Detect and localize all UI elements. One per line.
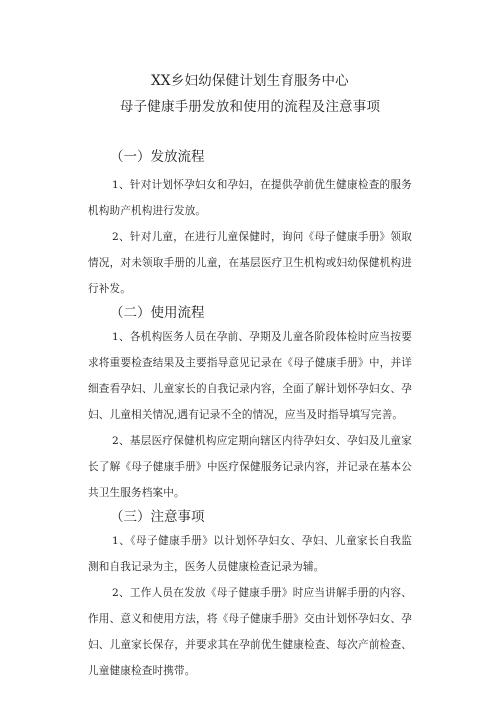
document-title-line2: 母子健康手册发放和使用的流程及注意事项 [119,99,381,115]
document-title-line1: XX乡妇幼保健计划生育服务中心 [151,73,349,89]
paragraph: 2、工作人员在发放《母子健康手册》时应当讲解手册的内容、作用、意义和使用方法，将《母子健康手册》交由计划怀孕妇女、孕妇、儿童家长保存，并要求其在孕前优生健康检查、每次产前检查、儿童健康检查时携带。 [88,587,412,677]
paragraph: 2、针对儿童，在进行儿童保健时，询问《母子健康手册》领取情况，对未领取手册的儿童，在基层医疗卫生机构或妇幼保健机构进行补发。 [88,231,412,295]
section-heading-notes: （三）注意事项 [110,509,205,525]
paragraph: 1、《母子健康手册》以计划怀孕妇女、孕妇、儿童家长自我监测和自我记录为主，医务人员健康检查记录为辅。 [88,535,412,573]
paragraph: 2、基层医疗保健机构应定期向辖区内待孕妇女、孕妇及儿童家长了解《母子健康手册》中医疗保健服务记录内容，并记录在基本公共卫生服务档案中。 [88,435,412,499]
section-heading-usage: （二）使用流程 [110,305,205,321]
document-body [88,142,412,684]
paragraph: 1、针对计划怀孕妇女和孕妇，在提供孕前优生健康检查的服务机构助产机构进行发放。 [88,179,412,217]
paragraph: 1、各机构医务人员在孕前、孕期及儿童各阶段体检时应当按要求将重要检查结果及主要指导意见记录在《母子健康手册》中，并详细查看孕妇、儿童家长的自我记录内容，全面了解计划怀孕妇女、孕妇、儿童相关情况,遇有记录不全的情况，应当及时指导填写完善。 [88,331,412,421]
section-heading-issuance: （一）发放流程 [110,149,205,165]
